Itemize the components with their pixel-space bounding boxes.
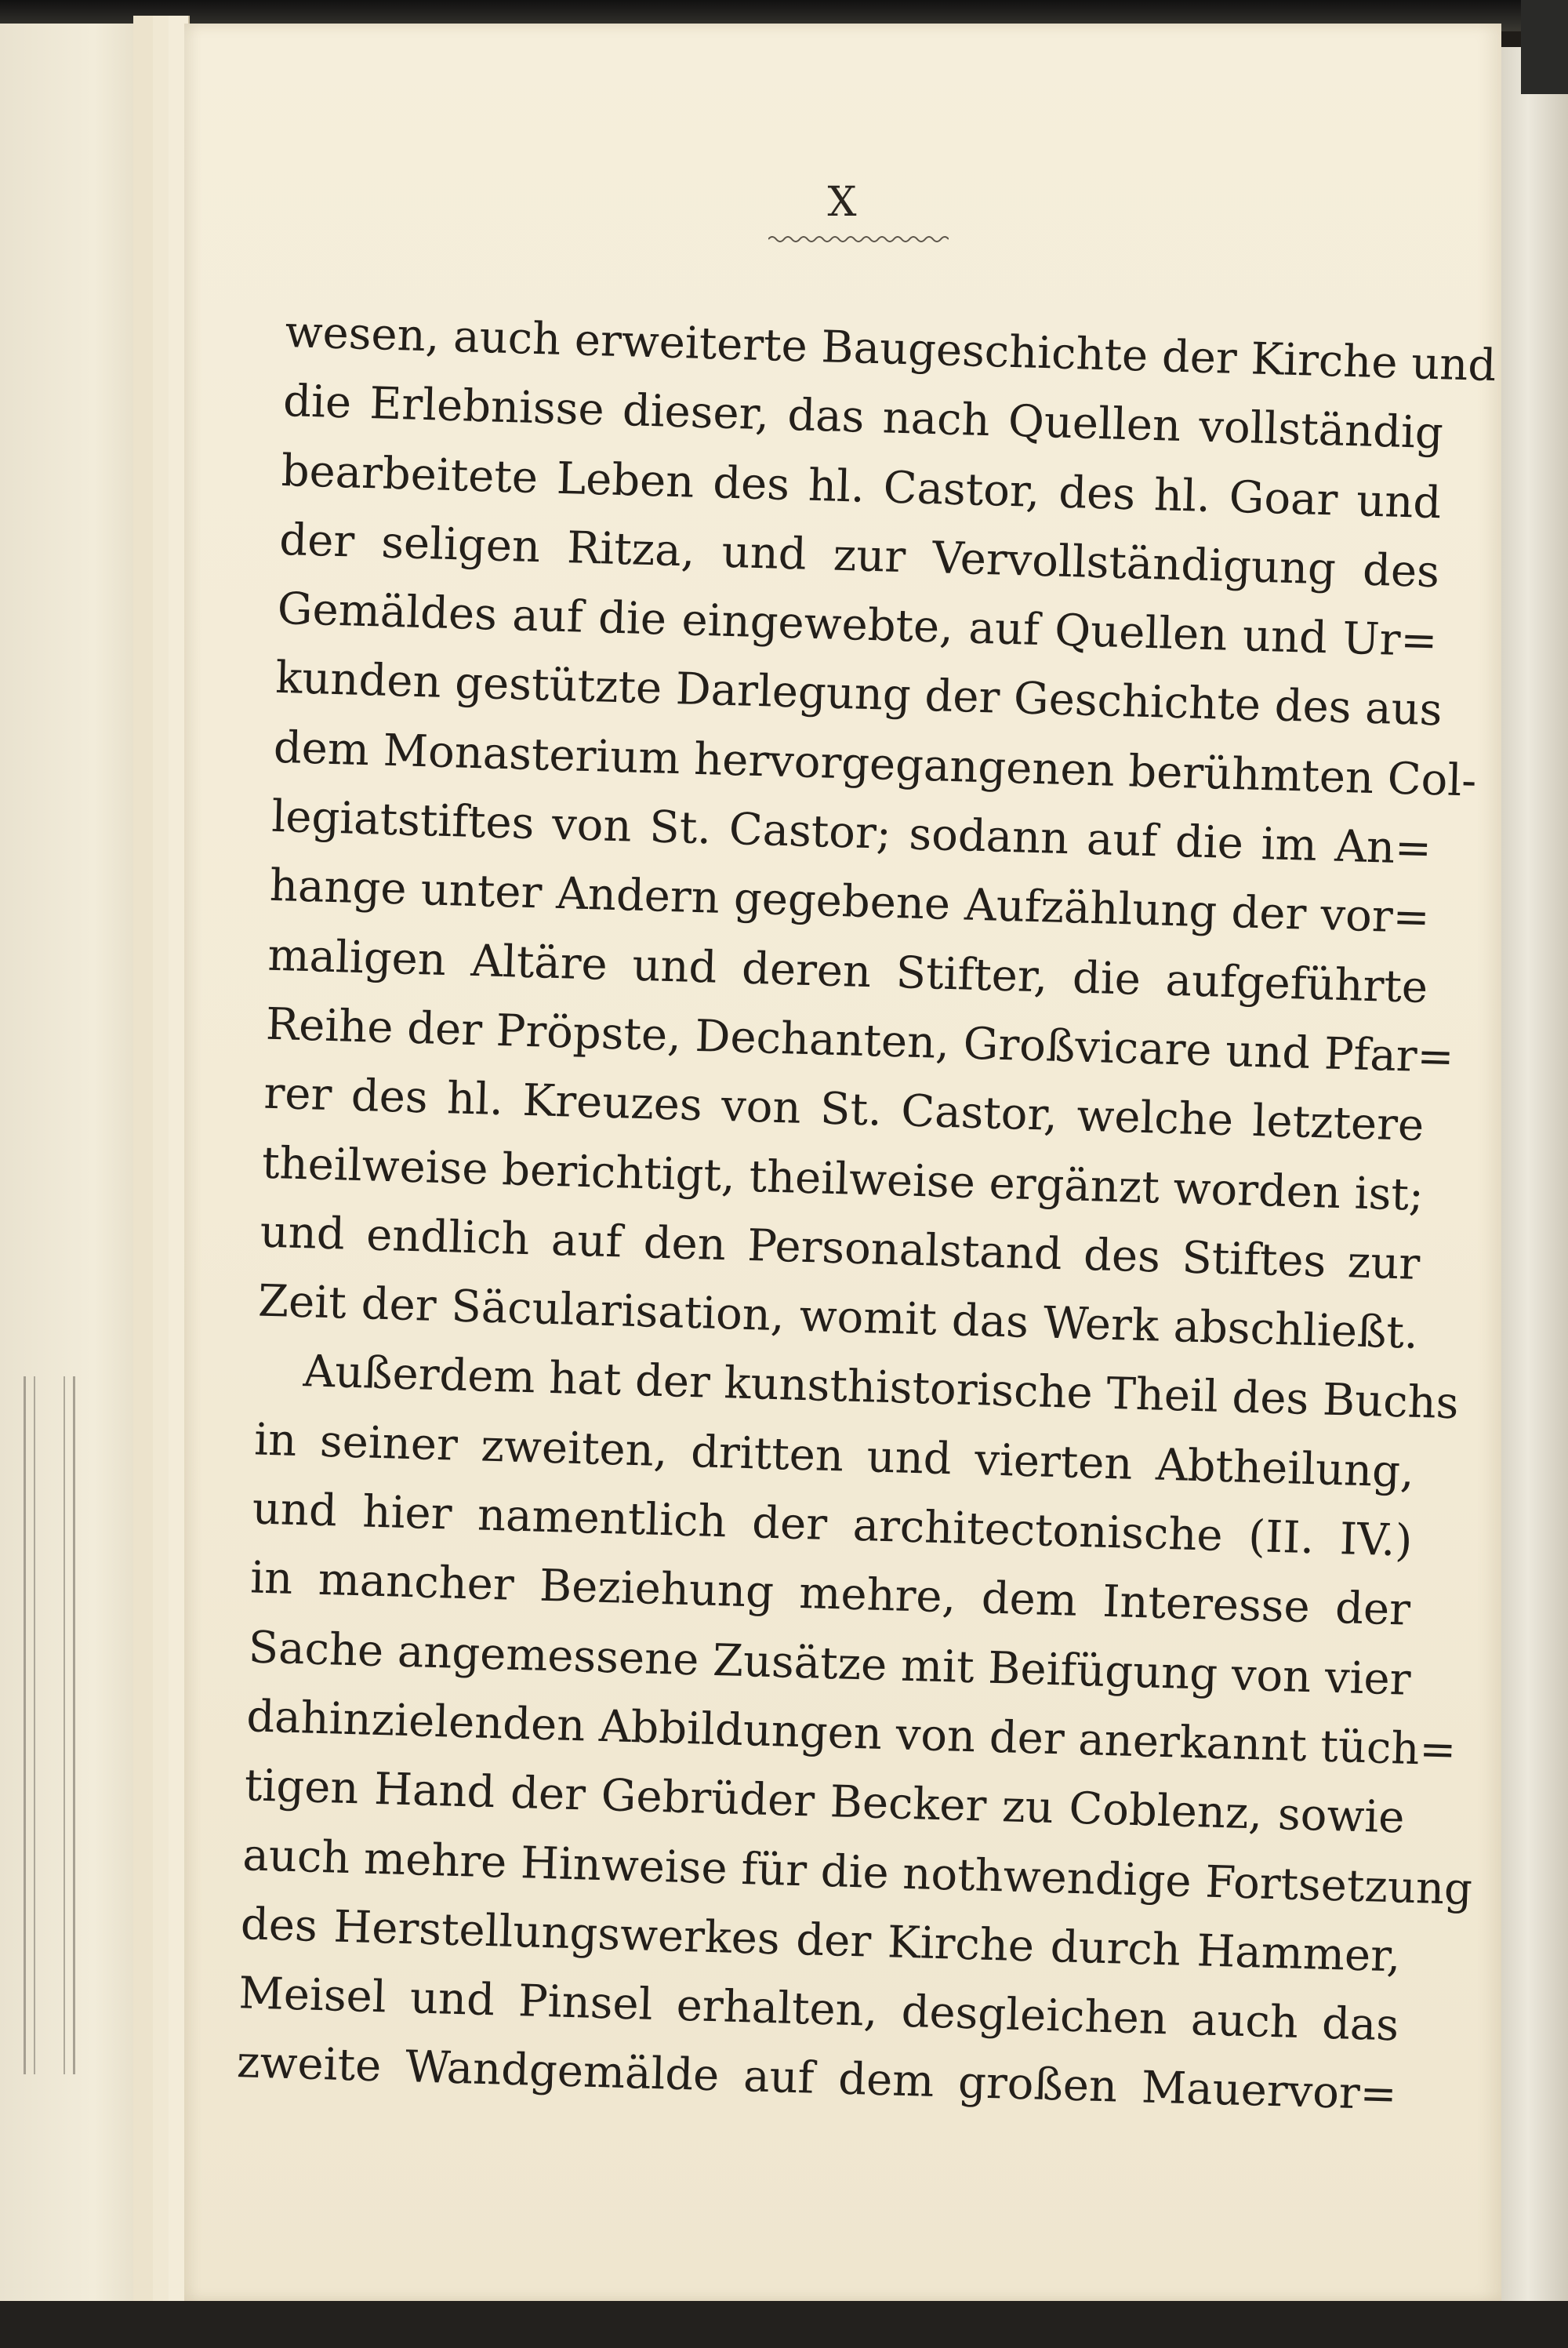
text-line: in mancher Beziehung mehre, dem Interesse der xyxy=(249,1552,1411,1637)
text-line: die Erlebnisse dieser, das nach Quellen vollständig xyxy=(282,376,1444,460)
text-line: Sache angemessene Zusätze mit Beifügung von vier xyxy=(248,1621,1412,1706)
book-binding-bottom xyxy=(0,2301,1568,2348)
text-line: legiatstiftes von St. Castor; sodann auf die im An= xyxy=(270,791,1432,875)
text-line: und hier namentlich der architectonische (II. IV.) xyxy=(251,1483,1414,1567)
text-line: in seiner zweiten, dritten und vierten Abtheilung, xyxy=(253,1414,1415,1498)
text-line: der seligen Ritza, und zur Vervollständigung des xyxy=(278,514,1440,598)
text-line: wesen, auch erweiterte Baugeschichte der Kirche und xyxy=(284,306,1497,392)
plate-illustration-edge xyxy=(24,1376,75,2074)
body-text xyxy=(236,298,1497,2130)
text-line: Meisel und Pinsel erhalten, desgleichen auch das xyxy=(238,1968,1399,2052)
text-line: des Herstellungswerkes der Kirche durch Hammer, xyxy=(240,1899,1402,1983)
text-line: kunden gestützte Darlegung der Geschichte des aus xyxy=(274,652,1443,736)
text-line: hange unter Andern gegebene Aufzählung der vor= xyxy=(269,860,1431,944)
text-line: bearbeitete Leben des hl. Castor, des hl. Goar und xyxy=(280,445,1443,529)
text-line: Gemäldes auf die eingewebte, auf Quellen und Ur= xyxy=(277,583,1439,667)
text-line: zweite Wandgemälde auf dem großen Mauervor= xyxy=(236,2037,1398,2121)
text-line: dahinzielenden Abbildungen von der anerkannt tüch= xyxy=(245,1691,1457,1776)
text-line: Zeit der Säcularisation, womit das Werk abschließt. xyxy=(257,1275,1419,1359)
right-binding-corner xyxy=(1521,0,1568,94)
book-page xyxy=(184,24,1501,2302)
text-line: theilweise berichtigt, theilweise ergänzt worden ist; xyxy=(261,1137,1425,1221)
text-line: maligen Altäre und deren Stifter, die aufgeführte xyxy=(267,929,1428,1013)
text-line: auch mehre Hinweise für die nothwendige Fortsetzung xyxy=(241,1829,1473,1915)
text-line: Reihe der Pröpste, Dechanten, Großvicare und Pfar= xyxy=(265,998,1455,1083)
text-line: rer des hl. Kreuzes von St. Castor, welche letztere xyxy=(263,1067,1425,1152)
ornament-wave-icon xyxy=(768,231,949,247)
page-number: X xyxy=(827,179,858,226)
right-book-cover xyxy=(1501,47,1568,2306)
text-line: Außerdem hat der kunsthistorische Theil des Buchs xyxy=(302,1346,1460,1430)
text-line: dem Monasterium hervorgegangenen berühmten Col- xyxy=(273,721,1478,807)
text-line: tigen Hand der Gebrüder Becker zu Coblenz, sowie xyxy=(244,1760,1406,1844)
text-line: und endlich auf den Personalstand des Stiftes zur xyxy=(259,1206,1421,1290)
